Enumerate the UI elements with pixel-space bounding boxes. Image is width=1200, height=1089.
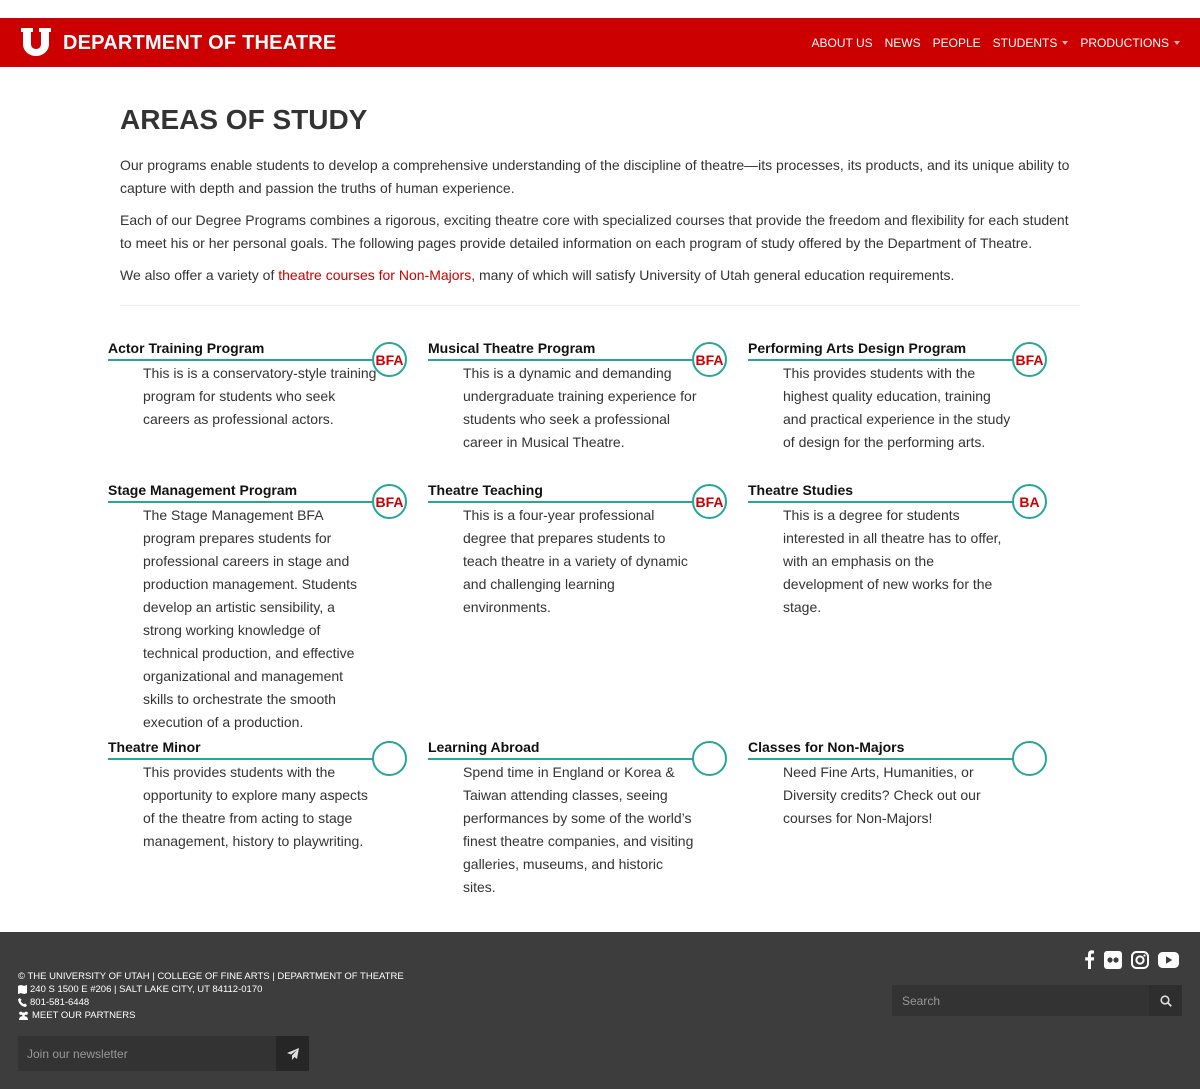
nav-productions[interactable] — [1080, 36, 1180, 50]
program-title[interactable]: Learning Abroad — [428, 739, 540, 755]
degree-badge — [692, 741, 727, 776]
degree-badge: BFA — [692, 342, 727, 377]
address-text: 240 S 1500 E #206 | SALT LAKE CITY, UT 84112-0170 — [30, 984, 263, 995]
nav-about-us[interactable] — [812, 36, 873, 50]
program-title[interactable]: Stage Management Program — [108, 482, 298, 498]
divider — [120, 305, 1080, 306]
program-description: The Stage Management BFA program prepares students for professional careers in stage and production management. Students develop an artistic sensibility, a strong working knowledge of technical production, and effective organizational and management skills to orchestrate the smooth execution of a production. — [143, 507, 358, 730]
program-title[interactable]: Theatre Teaching — [428, 482, 543, 498]
program-rule — [748, 501, 1014, 503]
degree-badge — [372, 741, 407, 776]
nav-label: PRODUCTIONS — [1080, 35, 1169, 50]
newsletter-submit-button[interactable] — [276, 1036, 309, 1071]
program-rule — [108, 501, 374, 503]
program-description: This provides students with the highest quality education, training and practical experience in the study of design for the performing arts. — [783, 365, 1011, 450]
program-rule — [108, 758, 374, 760]
caret-down-icon — [1062, 41, 1068, 45]
nav-people[interactable] — [933, 36, 981, 50]
nav-label: STUDENTS — [992, 35, 1058, 50]
main-nav — [812, 18, 1181, 67]
intro-paragraph: Our programs enable students to develop a comprehensive understanding of the discipline of theatre—its processes, its products, and its unique ability to capture with depth and passion the truths of human experience. — [120, 157, 1070, 196]
nonmajors-paragraph — [120, 264, 1080, 287]
program-title[interactable]: Musical Theatre Program — [428, 340, 596, 356]
program-rule — [428, 359, 694, 361]
site-header — [0, 18, 1200, 67]
program-description: This is a degree for students interested in all theatre has to offer, with an emphasis on the development of new works for the stage. — [783, 507, 1002, 615]
program-rule — [428, 501, 694, 503]
nav-label: PEOPLE — [932, 35, 981, 50]
program-title[interactable]: Classes for Non-Majors — [748, 739, 905, 755]
newsletter-form — [18, 1036, 309, 1071]
caret-down-icon — [1174, 41, 1180, 45]
program-rule — [748, 758, 1014, 760]
program-description: This provides students with the opportunity to explore many aspects of the theatre from acting to stage management, history to playwriting. — [143, 764, 368, 849]
nav-students[interactable] — [993, 36, 1069, 50]
footer-info — [18, 970, 404, 1022]
degree-badge: BA — [1012, 484, 1047, 519]
paper-plane-icon — [287, 1048, 299, 1060]
degree-badge — [1012, 741, 1047, 776]
program-title[interactable]: Theatre Studies — [748, 482, 854, 498]
search-input[interactable]: Search — [892, 985, 1149, 1016]
nav-label: ABOUT US — [811, 35, 873, 50]
search-button[interactable] — [1149, 985, 1182, 1016]
program-rule — [428, 758, 694, 760]
university-u-logo[interactable] — [21, 28, 51, 58]
text-after-link: , many of which will satisfy University of Utah general education requirements. — [471, 267, 955, 283]
footer-partners[interactable] — [18, 1009, 404, 1022]
degree-badge: BFA — [372, 342, 407, 377]
users-icon — [18, 1011, 29, 1020]
footer-address — [18, 983, 404, 996]
youtube-icon[interactable] — [1158, 952, 1179, 968]
phone-text[interactable]: 801-581-6448 — [30, 997, 90, 1008]
program-title[interactable]: Performing Arts Design Program — [748, 340, 967, 356]
footer-search — [892, 985, 1182, 1016]
program-description: Spend time in England or Korea & Taiwan attending classes, seeing performances by some of the world’s finest theatre companies, and visiting galleries, museums, and historic sites. — [463, 764, 694, 895]
copyright-text: © THE UNIVERSITY OF UTAH | COLLEGE OF FINE ARTS | DEPARTMENT OF THEATRE — [18, 971, 404, 982]
intro-paragraph: Each of our Degree Programs combines a rigorous, exciting theatre core with specialized courses that provide the freedom and flexibility for each student to meet his or her personal goals. The following pages provide detailed information on each program of study offered by the Department of Theatre. — [120, 212, 1069, 251]
newsletter-input[interactable]: Join our newsletter — [18, 1036, 276, 1071]
intro-text — [120, 154, 1080, 287]
footer-copyright — [18, 970, 404, 983]
program-title[interactable]: Actor Training Program — [108, 340, 265, 356]
program-title[interactable]: Theatre Minor — [108, 739, 201, 755]
search-icon — [1160, 995, 1172, 1007]
site-title[interactable]: DEPARTMENT OF THEATRE — [63, 32, 337, 54]
degree-badge: BFA — [1012, 342, 1047, 377]
program-description: Need Fine Arts, Humanities, or Diversity credits? Check out our courses for Non-Majors! — [783, 764, 981, 826]
map-icon — [18, 985, 27, 994]
flickr-icon[interactable] — [1104, 951, 1122, 969]
program-rule — [108, 359, 374, 361]
degree-badge: BFA — [372, 484, 407, 519]
nav-label: NEWS — [884, 35, 921, 50]
nav-news[interactable] — [885, 36, 921, 50]
footer-phone — [18, 996, 404, 1009]
program-description: This is a dynamic and demanding undergraduate training experience for students who seek a professional career in Musical Theatre. — [463, 365, 697, 450]
instagram-icon[interactable] — [1131, 951, 1149, 969]
program-rule — [748, 359, 1014, 361]
partners-link[interactable]: MEET OUR PARTNERS — [32, 1010, 136, 1021]
site-footer — [0, 932, 1200, 1089]
program-description: This is is a conservatory-style training program for students who seek careers as professional actors. — [143, 365, 377, 427]
degree-badge: BFA — [692, 484, 727, 519]
social-links — [1084, 950, 1179, 969]
facebook-icon[interactable] — [1084, 950, 1095, 969]
text-before-link: We also offer a variety of — [120, 267, 279, 283]
nonmajors-link[interactable]: theatre courses for Non-Majors — [278, 267, 472, 283]
program-description: This is a four-year professional degree that prepares students to teach theatre in a variety of dynamic and challenging learning environments. — [463, 507, 688, 615]
page-title: AREAS OF STUDY — [120, 104, 368, 135]
main-content — [120, 100, 1080, 296]
phone-icon — [18, 998, 27, 1007]
